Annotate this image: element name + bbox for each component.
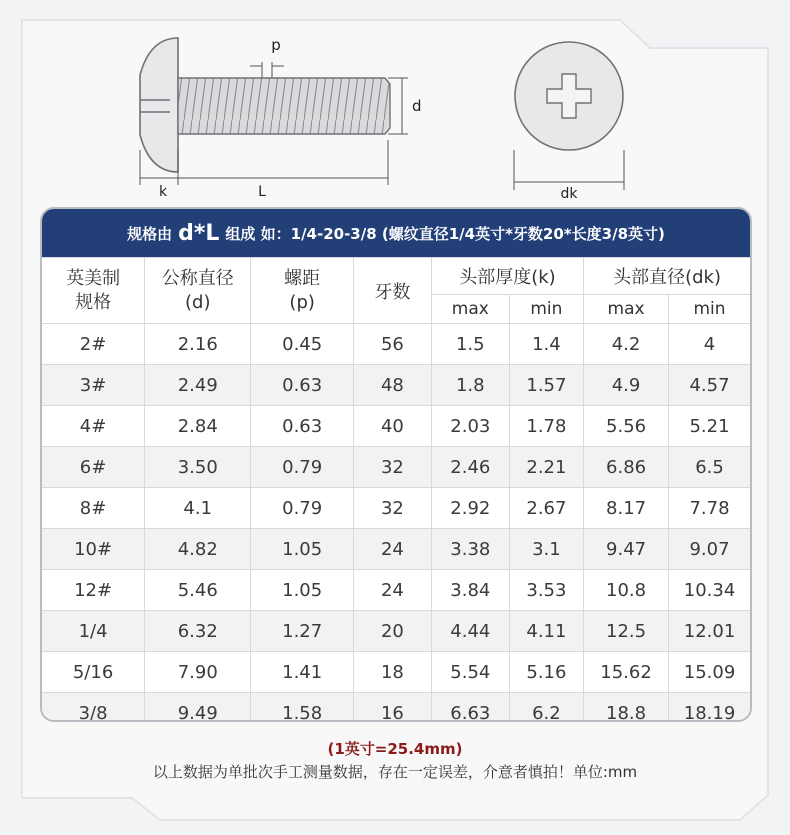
cell-pitch: 0.45 bbox=[251, 324, 354, 365]
cell-k-max: 2.03 bbox=[431, 406, 509, 447]
cell-tpi: 48 bbox=[354, 365, 432, 406]
header-k-min: min bbox=[509, 295, 583, 324]
cell-pitch: 1.27 bbox=[251, 611, 354, 652]
cell-dk-min: 18.19 bbox=[669, 693, 750, 723]
cell-dk-min: 6.5 bbox=[669, 447, 750, 488]
cell-nominal-diameter: 4.82 bbox=[145, 529, 251, 570]
cell-spec: 12# bbox=[42, 570, 145, 611]
cell-k-min: 4.11 bbox=[509, 611, 583, 652]
screw-head-top-view bbox=[515, 42, 623, 150]
cell-dk-min: 10.34 bbox=[669, 570, 750, 611]
label-k: k bbox=[158, 184, 168, 200]
cell-k-min: 5.16 bbox=[509, 652, 583, 693]
cell-k-min: 2.67 bbox=[509, 488, 583, 529]
label-d: d bbox=[412, 97, 422, 115]
cell-spec: 4# bbox=[42, 406, 145, 447]
banner-suffix: 组成 如：1/4-20-3/8 (螺纹直径1/4英寸*牙数20*长度3/8英寸) bbox=[225, 224, 665, 243]
cell-tpi: 18 bbox=[354, 652, 432, 693]
cell-pitch: 0.63 bbox=[251, 365, 354, 406]
cell-tpi: 16 bbox=[354, 693, 432, 723]
table-row bbox=[42, 529, 750, 570]
header-spec: 英美制 规格 bbox=[42, 258, 145, 324]
cell-tpi: 20 bbox=[354, 611, 432, 652]
header-dk-max: max bbox=[584, 295, 669, 324]
label-p: p bbox=[271, 36, 281, 54]
table-row bbox=[42, 324, 750, 365]
cell-dk-min: 4.57 bbox=[669, 365, 750, 406]
cell-nominal-diameter: 4.1 bbox=[145, 488, 251, 529]
cell-k-min: 3.53 bbox=[509, 570, 583, 611]
label-dk: dk bbox=[560, 186, 578, 202]
cell-nominal-diameter: 6.32 bbox=[145, 611, 251, 652]
cell-tpi: 32 bbox=[354, 488, 432, 529]
cell-dk-min: 15.09 bbox=[669, 652, 750, 693]
header-k-max: max bbox=[431, 295, 509, 324]
cell-dk-max: 8.17 bbox=[584, 488, 669, 529]
cell-tpi: 56 bbox=[354, 324, 432, 365]
cell-k-max: 5.54 bbox=[431, 652, 509, 693]
cell-dk-max: 4.2 bbox=[584, 324, 669, 365]
cell-pitch: 0.79 bbox=[251, 488, 354, 529]
table-row bbox=[42, 693, 750, 723]
cell-dk-min: 7.78 bbox=[669, 488, 750, 529]
cell-k-max: 2.46 bbox=[431, 447, 509, 488]
cell-tpi: 32 bbox=[354, 447, 432, 488]
cell-spec: 3# bbox=[42, 365, 145, 406]
cell-k-max: 4.44 bbox=[431, 611, 509, 652]
header-pitch: 螺距 (p) bbox=[251, 258, 354, 324]
cell-spec: 6# bbox=[42, 447, 145, 488]
cell-pitch: 1.05 bbox=[251, 529, 354, 570]
cell-k-max: 1.8 bbox=[431, 365, 509, 406]
cell-k-max: 2.92 bbox=[431, 488, 509, 529]
table-row bbox=[42, 611, 750, 652]
spec-table bbox=[42, 257, 750, 722]
table-row bbox=[42, 365, 750, 406]
cell-k-max: 3.38 bbox=[431, 529, 509, 570]
banner-formula: d*L bbox=[178, 220, 220, 246]
table-row bbox=[42, 652, 750, 693]
cell-nominal-diameter: 3.50 bbox=[145, 447, 251, 488]
cell-pitch: 0.79 bbox=[251, 447, 354, 488]
table-row bbox=[42, 488, 750, 529]
cell-k-min: 6.2 bbox=[509, 693, 583, 723]
cell-k-min: 2.21 bbox=[509, 447, 583, 488]
table-row bbox=[42, 406, 750, 447]
cell-k-max: 3.84 bbox=[431, 570, 509, 611]
cell-k-min: 1.4 bbox=[509, 324, 583, 365]
cell-nominal-diameter: 5.46 bbox=[145, 570, 251, 611]
cell-dk-max: 12.5 bbox=[584, 611, 669, 652]
cell-nominal-diameter: 2.49 bbox=[145, 365, 251, 406]
cell-spec: 3/8 bbox=[42, 693, 145, 723]
cell-dk-max: 9.47 bbox=[584, 529, 669, 570]
banner-prefix: 规格由 bbox=[127, 224, 173, 243]
spec-banner bbox=[42, 209, 750, 257]
table-row bbox=[42, 570, 750, 611]
header-tpi: 牙数 bbox=[354, 258, 432, 324]
inch-conversion-note: (1英寸=25.4mm) bbox=[327, 740, 463, 758]
cell-k-min: 1.57 bbox=[509, 365, 583, 406]
cell-pitch: 1.41 bbox=[251, 652, 354, 693]
cell-dk-min: 5.21 bbox=[669, 406, 750, 447]
cell-spec: 10# bbox=[42, 529, 145, 570]
cell-dk-min: 4 bbox=[669, 324, 750, 365]
header-head-diameter: 头部直径(dk) bbox=[584, 258, 750, 295]
header-nominal-diameter: 公称直径 (d) bbox=[145, 258, 251, 324]
cell-dk-min: 9.07 bbox=[669, 529, 750, 570]
screw-diagram bbox=[0, 0, 790, 205]
cell-tpi: 24 bbox=[354, 570, 432, 611]
cell-dk-max: 15.62 bbox=[584, 652, 669, 693]
cell-pitch: 1.05 bbox=[251, 570, 354, 611]
header-dk-min: min bbox=[669, 295, 750, 324]
cell-spec: 8# bbox=[42, 488, 145, 529]
cell-dk-max: 5.56 bbox=[584, 406, 669, 447]
cell-nominal-diameter: 2.84 bbox=[145, 406, 251, 447]
cell-tpi: 24 bbox=[354, 529, 432, 570]
spec-table-body bbox=[42, 324, 750, 723]
cell-k-max: 6.63 bbox=[431, 693, 509, 723]
cell-pitch: 0.63 bbox=[251, 406, 354, 447]
cell-pitch: 1.58 bbox=[251, 693, 354, 723]
cell-k-max: 1.5 bbox=[431, 324, 509, 365]
cell-k-min: 3.1 bbox=[509, 529, 583, 570]
table-row bbox=[42, 447, 750, 488]
cell-dk-max: 6.86 bbox=[584, 447, 669, 488]
header-head-thickness: 头部厚度(k) bbox=[431, 258, 583, 295]
cell-nominal-diameter: 2.16 bbox=[145, 324, 251, 365]
cell-dk-max: 18.8 bbox=[584, 693, 669, 723]
label-L: L bbox=[258, 184, 266, 200]
cell-spec: 5/16 bbox=[42, 652, 145, 693]
cell-dk-min: 12.01 bbox=[669, 611, 750, 652]
cell-k-min: 1.78 bbox=[509, 406, 583, 447]
cell-spec: 1/4 bbox=[42, 611, 145, 652]
cell-tpi: 40 bbox=[354, 406, 432, 447]
cell-spec: 2# bbox=[42, 324, 145, 365]
cell-nominal-diameter: 7.90 bbox=[145, 652, 251, 693]
measurement-disclaimer: 以上数据为单批次手工测量数据，存在一定误差，介意者慎拍！单位:mm bbox=[152, 763, 638, 781]
cell-nominal-diameter: 9.49 bbox=[145, 693, 251, 723]
spec-table-card bbox=[40, 207, 752, 722]
cell-dk-max: 4.9 bbox=[584, 365, 669, 406]
cell-dk-max: 10.8 bbox=[584, 570, 669, 611]
